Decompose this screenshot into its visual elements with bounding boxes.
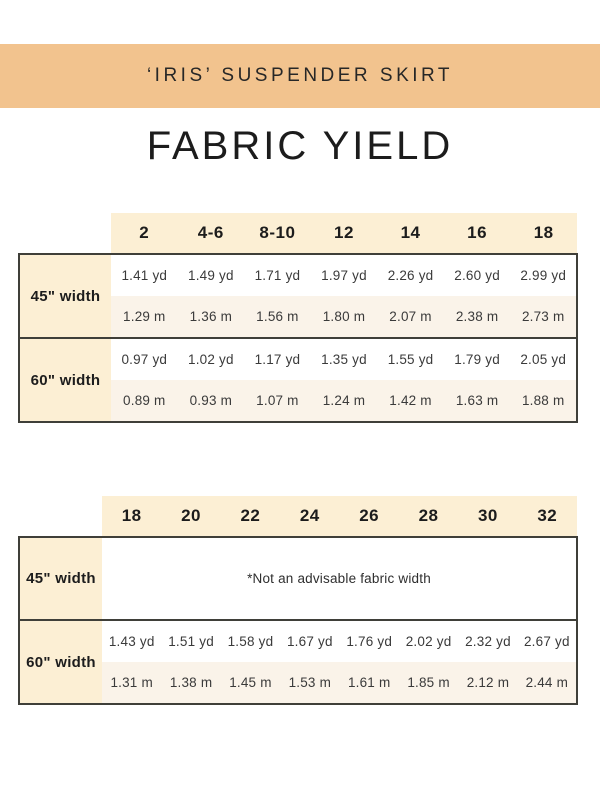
size-header-cell: 18 [102, 496, 161, 537]
yield-value-cell: 0.93 m [178, 380, 245, 422]
yield-value-cell: 0.89 m [111, 380, 178, 422]
yield-value-cell: 1.85 m [399, 662, 458, 704]
size-header-cell: 32 [518, 496, 577, 537]
yield-value-cell: 0.97 yd [111, 338, 178, 380]
fabric-yield-table-small-sizes [18, 213, 578, 423]
yield-value-cell: 1.29 m [111, 296, 178, 338]
yield-value-cell: 2.99 yd [510, 254, 577, 296]
yield-value-cell: 1.58 yd [221, 620, 280, 662]
size-header-cell: 16 [444, 213, 511, 254]
yield-value-cell: 2.67 yd [518, 620, 577, 662]
yield-value-cell: 1.17 yd [244, 338, 311, 380]
yield-value-cell: 2.05 yd [510, 338, 577, 380]
not-advisable-note-cell: *Not an advisable fabric width [102, 537, 577, 620]
yield-value-cell: 1.42 m [377, 380, 444, 422]
yield-value-cell: 1.43 yd [102, 620, 161, 662]
size-header-cell: 28 [399, 496, 458, 537]
size-header-cell: 8-10 [244, 213, 311, 254]
size-header-cell: 18 [510, 213, 577, 254]
yield-value-cell: 1.56 m [244, 296, 311, 338]
yield-value-cell: 2.73 m [510, 296, 577, 338]
yield-value-cell: 1.76 yd [340, 620, 399, 662]
pattern-title-banner [0, 44, 600, 108]
yield-value-cell: 1.63 m [444, 380, 511, 422]
yield-value-cell: 1.31 m [102, 662, 161, 704]
yield-value-cell: 1.49 yd [178, 254, 245, 296]
yield-value-cell: 2.07 m [377, 296, 444, 338]
fabric-yield-sizes-2-18 [18, 213, 578, 423]
yield-value-cell: 2.32 yd [458, 620, 517, 662]
size-header-cell: 14 [377, 213, 444, 254]
yield-value-cell: 1.51 yd [161, 620, 220, 662]
yield-value-cell: 1.07 m [244, 380, 311, 422]
yield-value-cell: 2.26 yd [377, 254, 444, 296]
yield-value-cell: 1.71 yd [244, 254, 311, 296]
fabric-width-row-label: 60" width [19, 620, 102, 704]
size-header-cell: 2 [111, 213, 178, 254]
yield-value-cell: 2.02 yd [399, 620, 458, 662]
pattern-title: ‘IRIS’ SUSPENDER SKIRT [146, 65, 454, 86]
yield-value-cell: 1.02 yd [178, 338, 245, 380]
yield-value-cell: 2.60 yd [444, 254, 511, 296]
yield-value-cell: 2.12 m [458, 662, 517, 704]
yield-value-cell: 1.80 m [311, 296, 378, 338]
yield-value-cell: 1.67 yd [280, 620, 339, 662]
size-header-cell: 12 [311, 213, 378, 254]
yield-value-cell: 2.44 m [518, 662, 577, 704]
fabric-width-row-label: 45" width [19, 537, 102, 620]
fabric-width-row-label: 60" width [19, 338, 111, 422]
fabric-yield-sizes-18-32 [18, 496, 578, 705]
yield-value-cell: 1.53 m [280, 662, 339, 704]
size-header-cell: 20 [161, 496, 220, 537]
yield-value-cell: 1.88 m [510, 380, 577, 422]
yield-value-cell: 1.55 yd [377, 338, 444, 380]
header-spacer-cell [19, 496, 102, 537]
yield-value-cell: 1.38 m [161, 662, 220, 704]
fabric-width-row-label: 45" width [19, 254, 111, 338]
yield-value-cell: 1.36 m [178, 296, 245, 338]
fabric-yield-table-large-sizes [18, 496, 578, 705]
yield-value-cell: 1.79 yd [444, 338, 511, 380]
size-header-cell: 22 [221, 496, 280, 537]
yield-value-cell: 1.45 m [221, 662, 280, 704]
size-header-cell: 24 [280, 496, 339, 537]
yield-value-cell: 2.38 m [444, 296, 511, 338]
size-header-cell: 30 [458, 496, 517, 537]
page-title: FABRIC YIELD [146, 124, 454, 168]
yield-value-cell: 1.24 m [311, 380, 378, 422]
yield-value-cell: 1.41 yd [111, 254, 178, 296]
header-spacer-cell [19, 213, 111, 254]
size-header-cell: 26 [340, 496, 399, 537]
size-header-cell: 4-6 [178, 213, 245, 254]
yield-value-cell: 1.35 yd [311, 338, 378, 380]
yield-value-cell: 1.61 m [340, 662, 399, 704]
yield-value-cell: 1.97 yd [311, 254, 378, 296]
